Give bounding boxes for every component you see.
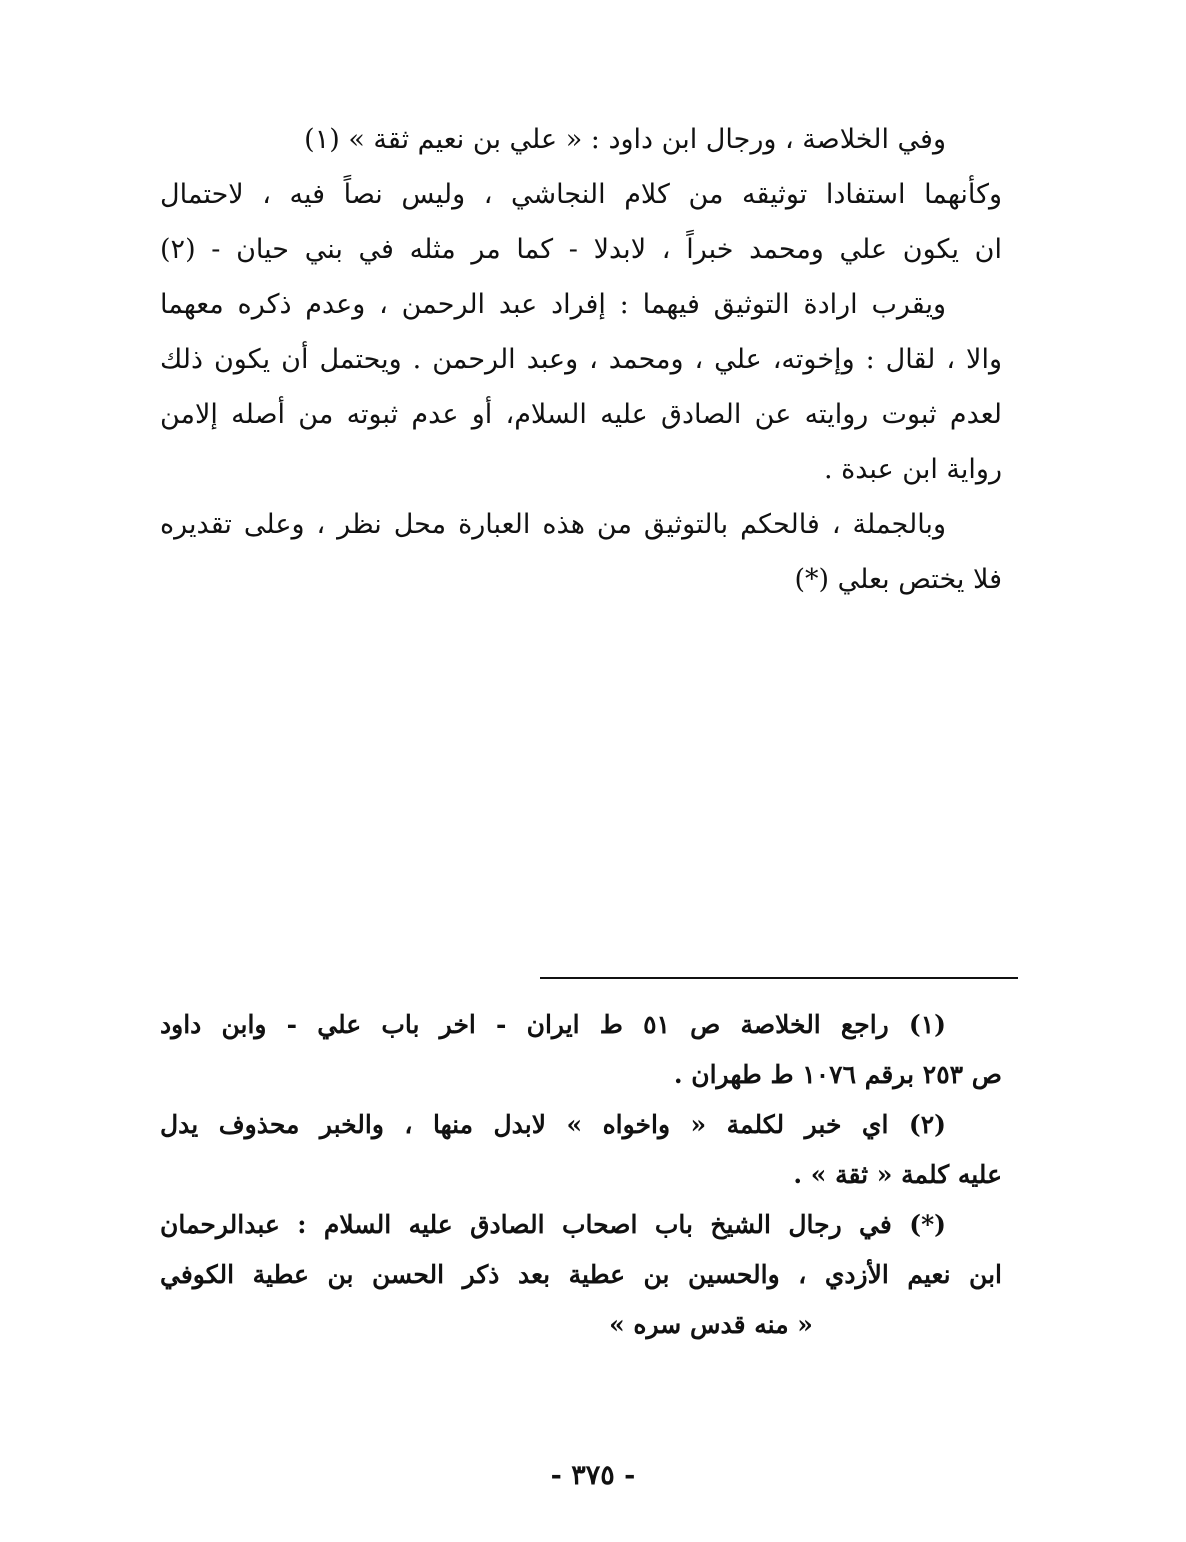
footnote-line: ابن نعيم الأزدي ، والحسين بن عطية بعد ذكر الحسن بن عطية الكوفي bbox=[160, 1260, 1002, 1289]
text-line: وبالجملة ، فالحكم بالتوثيق من هذه العبارة محل نظر ، وعلى تقديره bbox=[160, 509, 946, 540]
page-number: - ٣٧٥ - bbox=[550, 1460, 636, 1491]
text-line: وكأنهما استفادا توثيقه من كلام النجاشي ، وليس نصاً فيه ، لاحتمال bbox=[160, 179, 1002, 210]
footnote-line: « منه قدس سره » bbox=[609, 1310, 813, 1339]
footnote-line: (٢) اي خبر لكلمة « واخواه » لابدل منها ، والخبر محذوف يدل bbox=[160, 1110, 946, 1139]
footnotes-block bbox=[160, 1000, 1002, 1350]
footnote-line: عليه كلمة « ثقة » . bbox=[793, 1160, 1002, 1189]
text-line: ان يكون علي ومحمد خبراً ، لابدلا - كما مر مثله في بني حيان - (٢) bbox=[160, 234, 1002, 265]
footnote-line: (١) راجع الخلاصة ص ٥١ ط ايران - اخر باب علي - وابن داود bbox=[160, 1010, 946, 1039]
text-line: رواية ابن عبدة . bbox=[823, 454, 1002, 485]
footnote-divider bbox=[540, 977, 1018, 979]
text-line: لعدم ثبوت روايته عن الصادق عليه السلام، أو عدم ثبوته من أصله إلامن bbox=[160, 399, 1002, 430]
text-line: وفي الخلاصة ، ورجال ابن داود : « علي بن نعيم ثقة » (١) bbox=[304, 124, 946, 155]
text-line: فلا يختص بعلي (*) bbox=[794, 564, 1002, 595]
main-text-block bbox=[160, 112, 1002, 607]
footnote-line: (*) في رجال الشيخ باب اصحاب الصادق عليه السلام : عبدالرحمان bbox=[160, 1210, 946, 1239]
footnote-line: ص ٢٥٣ برقم ١٠٧٦ ط طهران . bbox=[673, 1060, 1002, 1089]
text-line: ويقرب ارادة التوثيق فيهما : إفراد عبد الرحمن ، وعدم ذكره معهما bbox=[160, 289, 946, 320]
text-line: والا ، لقال : وإخوته، علي ، ومحمد ، وعبد الرحمن . ويحتمل أن يكون ذلك bbox=[160, 344, 1002, 375]
